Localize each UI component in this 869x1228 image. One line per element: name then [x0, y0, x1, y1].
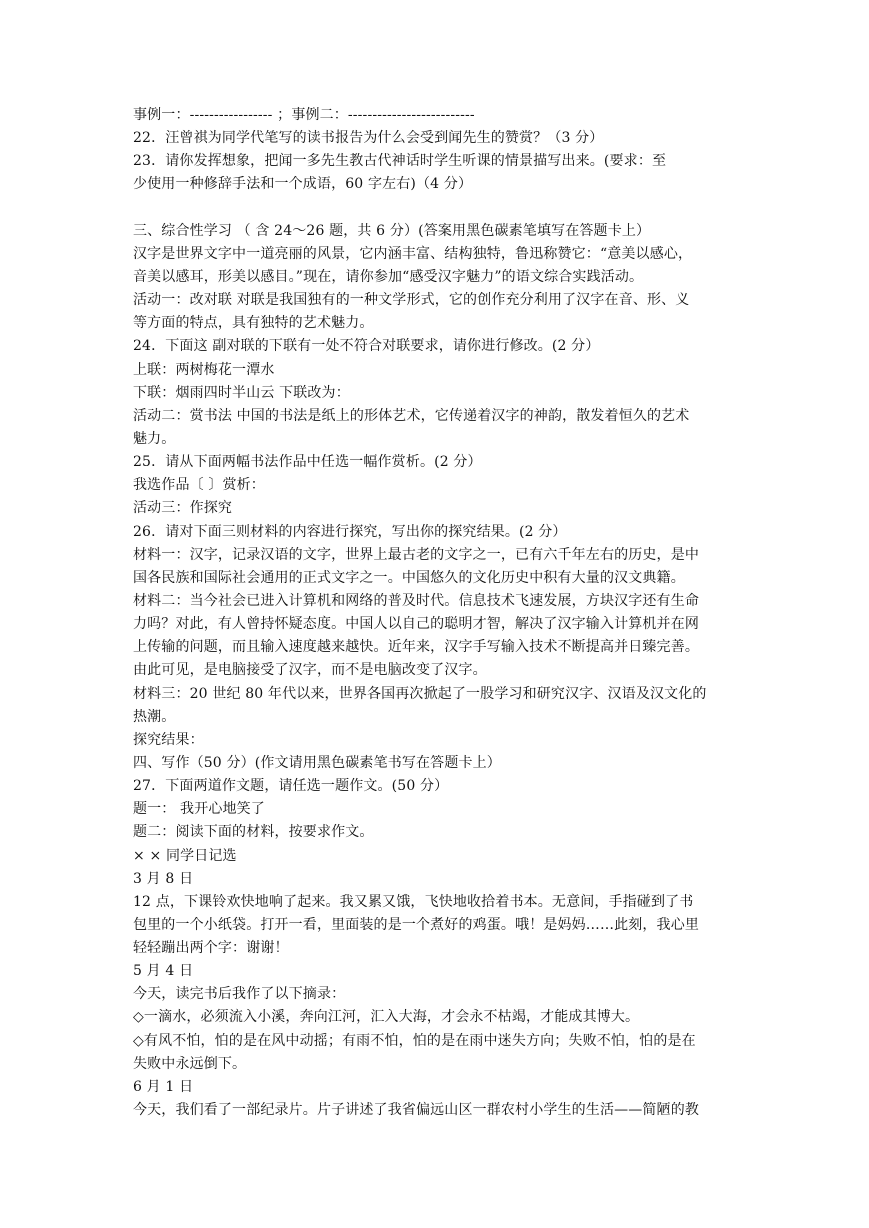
- artwork-choice-line: 我选作品〔 〕赏析：: [133, 477, 265, 494]
- question-22: 22．汪曾祺为同学代笔写的读书报告为什么会受到闻先生的赞赏？（3 分）: [133, 130, 604, 147]
- essay-topic-1: 题一： 我开心地笑了: [133, 801, 265, 818]
- diary-date-0601: 6 月 1 日: [133, 1078, 194, 1095]
- intro-paragraph-line-1: 汉字是世界文字中一道亮丽的风景，它内涵丰富、结构独特，鲁迅称赞它：“意美以感心，: [133, 245, 693, 262]
- question-24: 24．下面这 副对联的下联有一处不符合对联要求，请你进行修改。(2 分）: [133, 338, 600, 355]
- document-body: [133, 104, 743, 1122]
- material-2-line-3: 上传输的问题，而且输入速度越来越快。近年来，汉字手写输入技术不断提高并日臻完善。: [133, 639, 699, 656]
- question-27: 27．下面两道作文题，请任选一题作文。(50 分）: [133, 778, 449, 795]
- diary-0308-line-3: 轻轻蹦出两个字：谢谢！: [133, 940, 289, 957]
- activity-1-line-1: 活动一：改对联 对联是我国独有的一种文学形式，它的创作充分利用了汉字在音、形、义: [133, 292, 690, 309]
- material-1-line-1: 材料一：汉字，记录汉语的文字，世界上最古老的文字之一，已有六千年左右的历史，是中: [133, 546, 699, 563]
- activity-2-line-1: 活动二：赏书法 中国的书法是纸上的形体艺术，它传递着汉字的神韵，散发着恒久的艺术: [133, 407, 690, 424]
- blank-line: [133, 197, 743, 220]
- diary-0504-quote-1: ◇一滴水，必须流入小溪，奔向江河，汇入大海，才会永不枯竭，才能成其博大。: [133, 1009, 640, 1026]
- essay-topic-2: 题二：阅读下面的材料，按要求作文。: [133, 824, 374, 841]
- diary-date-0504: 5 月 4 日: [133, 963, 194, 980]
- diary-0504-quote-2-line-1: ◇有风不怕，怕的是在风中动摇；有雨不怕，怕的是在雨中迷失方向；失败不怕，怕的是在: [133, 1032, 696, 1049]
- example-blanks-line: 事例一：----------------- ；事例二：--------------------------: [133, 107, 475, 123]
- question-23-line-1: 23．请你发挥想象，把闻一多先生教古代神话时学生听课的情景描写出来。(要求：至: [133, 153, 667, 170]
- diary-title: × × 同学日记选: [133, 847, 237, 864]
- diary-0308-line-2: 包里的一个小纸袋。打开一看，里面装的是一个煮好的鸡蛋。哦！是妈妈……此刻，我心里: [133, 916, 699, 933]
- activity-3-heading: 活动三：作探究: [133, 500, 233, 517]
- diary-date-0308: 3 月 8 日: [133, 870, 194, 887]
- material-1-line-2: 国各民族和国际社会通用的正式文字之一。中国悠久的文化历史中积有大量的汉文典籍。: [133, 569, 685, 586]
- section-4-heading: 四、写作（50 分）(作文请用黑色碳素笔书写在答题卡上）: [133, 754, 501, 771]
- diary-0601-line-1: 今天，我们看了一部纪录片。片子讲述了我省偏远山区一群农村小学生的生活——简陋的教: [133, 1102, 699, 1119]
- diary-0504-quote-2-line-2: 失败中永远倒下。: [133, 1055, 247, 1072]
- couplet-upper: 上联：两树梅花一潭水: [133, 361, 275, 378]
- diary-0504-line-1: 今天，读完书后我作了以下摘录：: [133, 986, 346, 1003]
- question-25: 25．请从下面两幅书法作品中任选一幅作赏析。(2 分）: [133, 454, 482, 471]
- couplet-lower: 下联：烟雨四时半山云 下联改为：: [133, 384, 350, 401]
- material-2-line-1: 材料二：当今社会已进入计算机和网络的普及时代。信息技术飞速发展，方块汉字还有生命: [133, 592, 699, 609]
- diary-0308-line-1: 12 点，下课铃欢快地响了起来。我又累又饿，飞快地收拾着书本。无意间，手指碰到了书: [133, 893, 694, 910]
- material-3-line-1: 材料三：20 世纪 80 年代以来，世界各国再次掀起了一股学习和研究汉字、汉语及汉文化的: [133, 685, 707, 702]
- inquiry-result-line: 探究结果：: [133, 731, 204, 748]
- material-2-line-4: 由此可见，是电脑接受了汉字，而不是电脑改变了汉字。: [133, 662, 487, 679]
- question-23-line-2: 少使用一种修辞手法和一个成语，60 字左右)（4 分）: [133, 176, 473, 193]
- section-3-heading: 三、综合性学习 （ 含 24～26 题，共 6 分）(答案用黑色碳素笔填写在答题卡上）: [133, 222, 651, 239]
- material-3-line-2: 热潮。: [133, 708, 176, 725]
- activity-1-line-2: 等方面的特点，具有独特的艺术魅力。: [133, 315, 374, 332]
- activity-2-line-2: 魅力。: [133, 430, 176, 447]
- material-2-line-2: 力吗？对此，有人曾持怀疑态度。中国人以自己的聪明才智，解决了汉字输入计算机并在网: [133, 616, 699, 633]
- intro-paragraph-line-2: 音美以感耳，形美以感目。”现在，请你参加“感受汉字魅力”的语文综合实践活动。: [133, 268, 644, 285]
- question-26: 26．请对下面三则材料的内容进行探究，写出你的探究结果。(2 分）: [133, 523, 567, 540]
